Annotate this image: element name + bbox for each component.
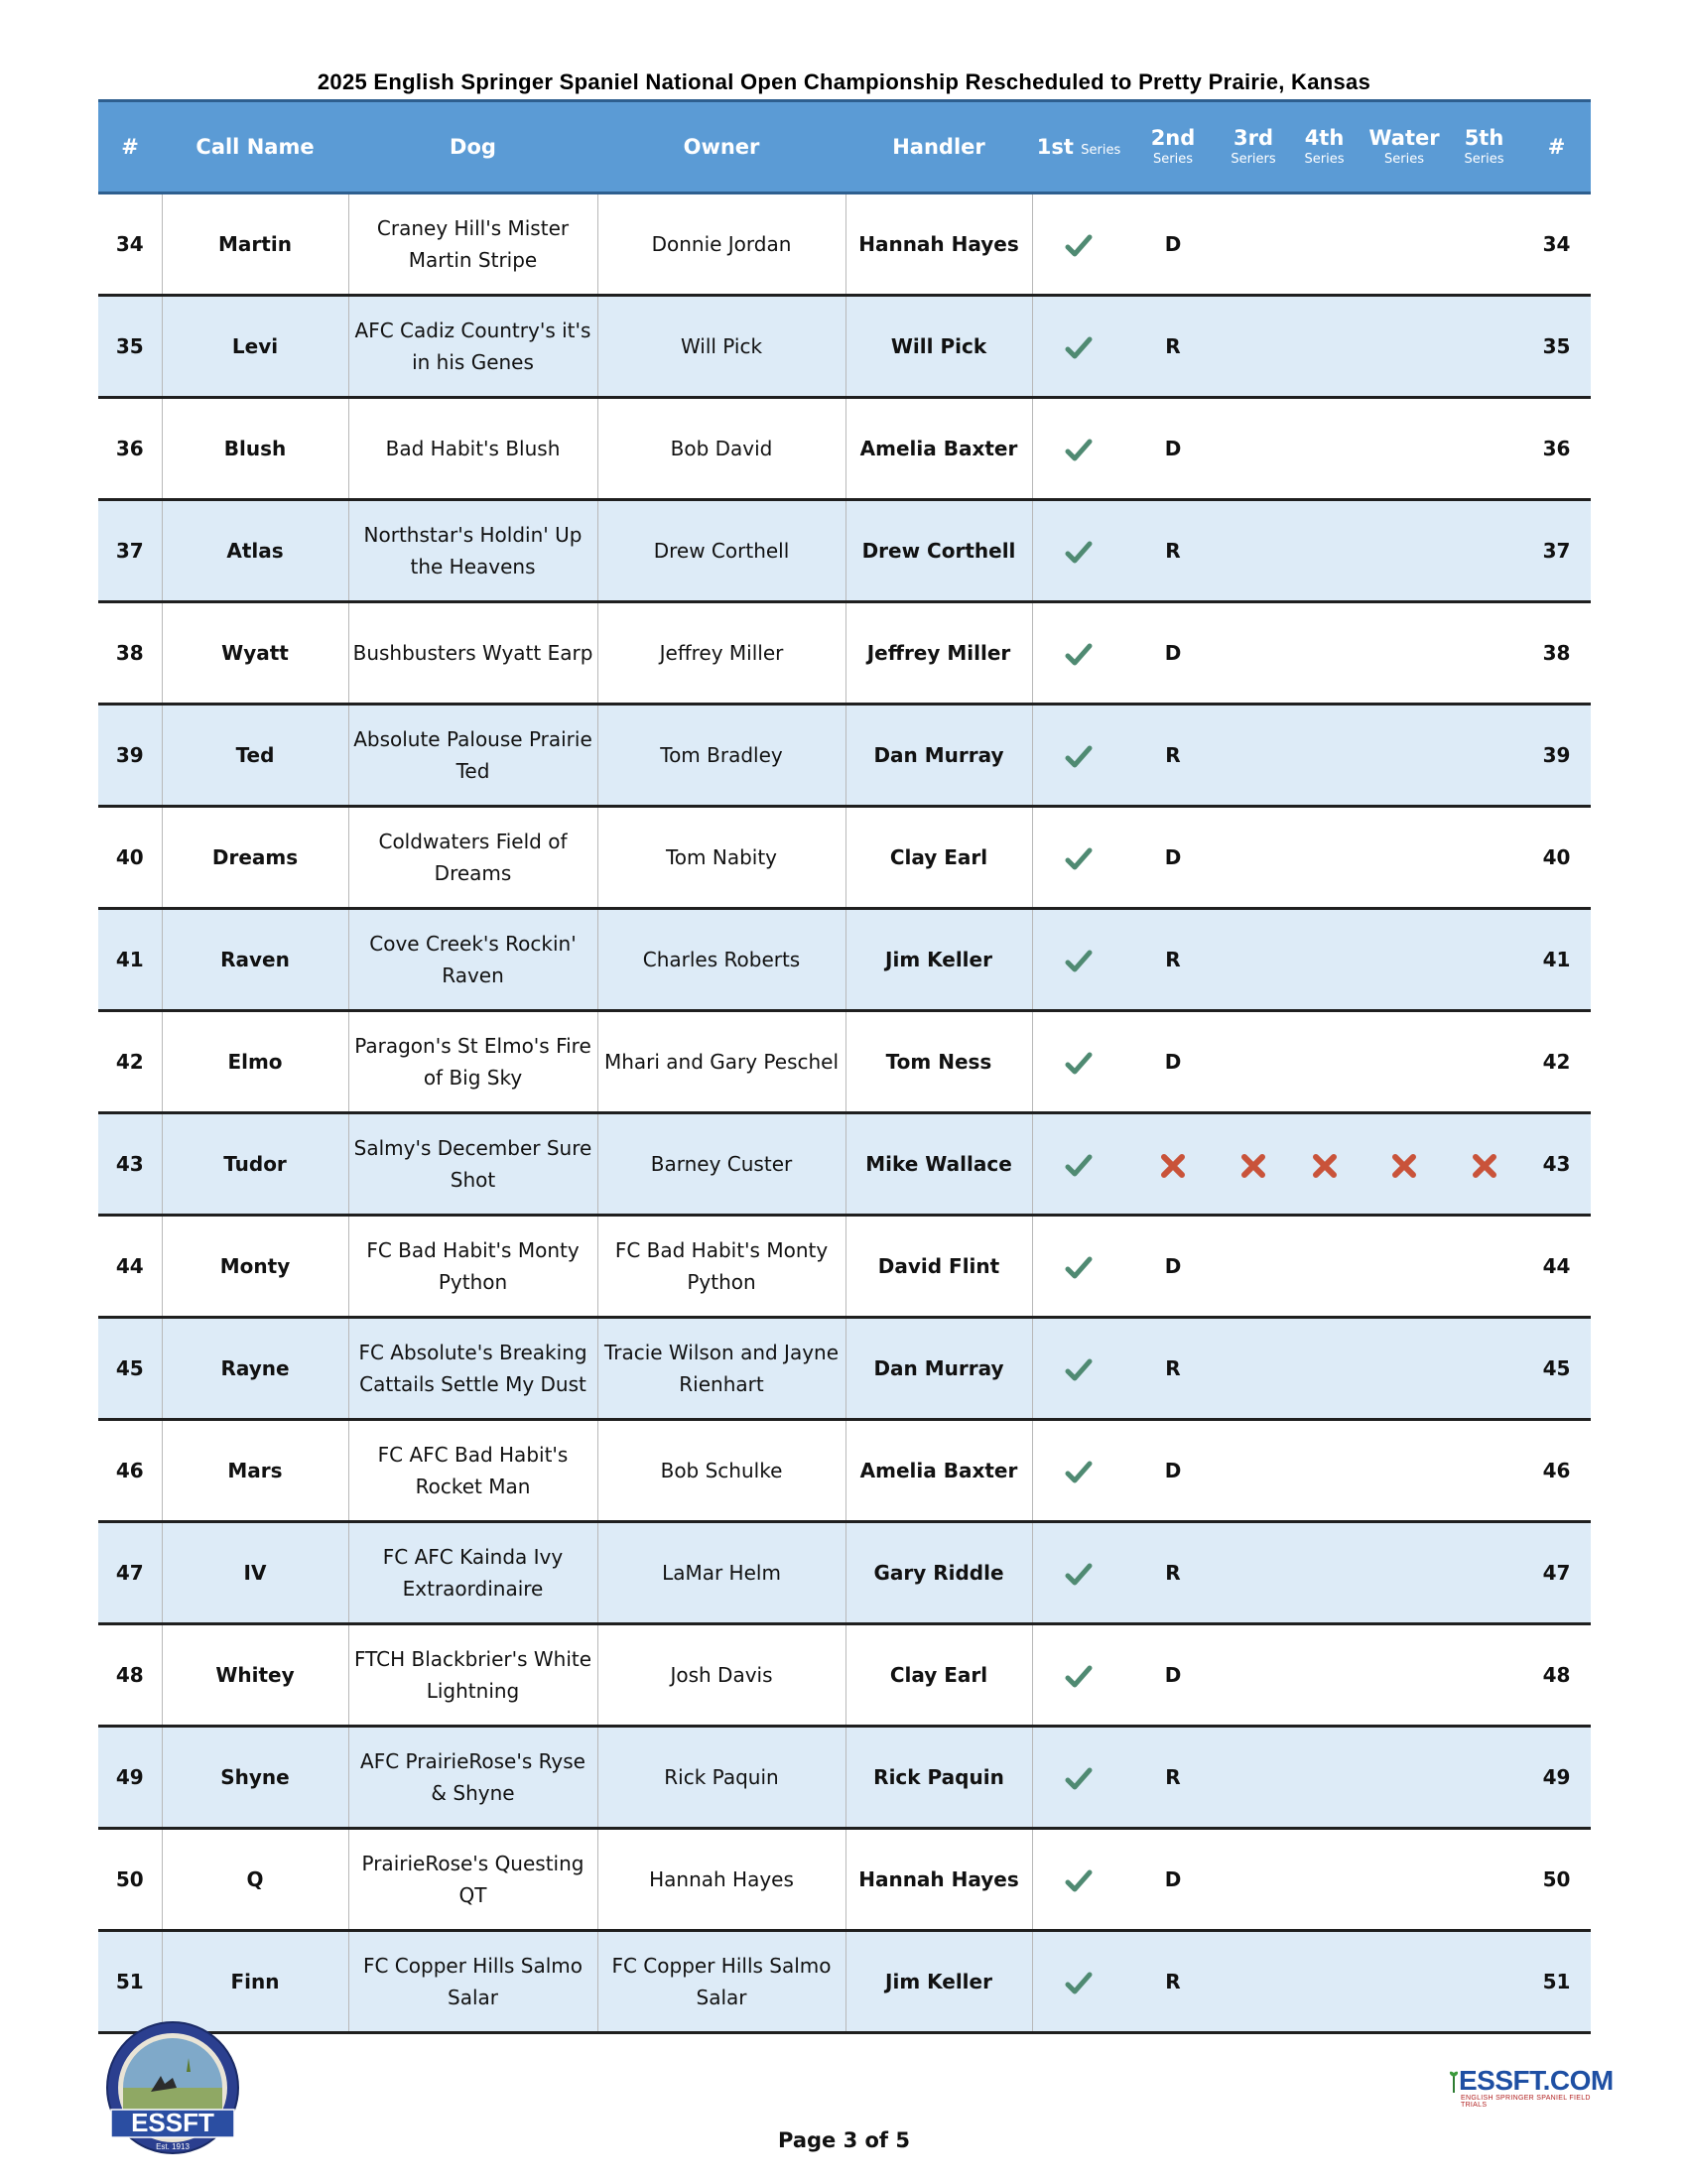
first-series-mark	[1032, 1420, 1125, 1522]
entry-number-right: 42	[1522, 1011, 1591, 1113]
col-header-water-series	[1363, 101, 1446, 193]
owner-name: Tom Bradley	[597, 705, 845, 807]
water-series-mark	[1363, 1011, 1446, 1113]
handler-name: Hannah Hayes	[845, 193, 1032, 296]
call-name: Raven	[162, 909, 348, 1011]
entry-number: 39	[98, 705, 162, 807]
first-series-mark	[1032, 1522, 1125, 1624]
fifth-series-mark	[1446, 1727, 1522, 1829]
check-icon	[1065, 1561, 1093, 1585]
check-icon	[1065, 1765, 1093, 1789]
water-series-mark	[1363, 1727, 1446, 1829]
handler-name: Dan Murray	[845, 705, 1032, 807]
owner-name: Rick Paquin	[597, 1727, 845, 1829]
dog-name: Cove Creek's Rockin' Raven	[348, 909, 597, 1011]
first-series-mark	[1032, 1931, 1125, 2033]
check-icon	[1065, 1663, 1093, 1687]
essft-com-text: ESSFT.COM	[1459, 2065, 1614, 2096]
dog-name: Bushbusters Wyatt Earp	[348, 602, 597, 705]
water-series-mark	[1363, 500, 1446, 602]
entry-number: 51	[98, 1931, 162, 2033]
fifth-series-mark	[1446, 1420, 1522, 1522]
fourth-series-mark	[1286, 193, 1363, 296]
fifth-series-mark	[1446, 1829, 1522, 1931]
entry-number: 46	[98, 1420, 162, 1522]
second-series-result: R	[1125, 296, 1221, 398]
owner-name: Mhari and Gary Peschel	[597, 1011, 845, 1113]
col-header-4th-series	[1286, 101, 1363, 193]
water-series-mark	[1363, 1522, 1446, 1624]
second-series-result: D	[1125, 807, 1221, 909]
check-icon	[1065, 743, 1093, 767]
water-series-mark	[1363, 1931, 1446, 2033]
handler-name: Hannah Hayes	[845, 1829, 1032, 1931]
col-header-2nd-label: 2nd	[1150, 126, 1196, 151]
call-name: Elmo	[162, 1011, 348, 1113]
table-row	[98, 296, 1591, 398]
handler-name: Tom Ness	[845, 1011, 1032, 1113]
col-header-1st-sub: Series	[1081, 142, 1121, 158]
essft-com-logo	[1447, 2065, 1614, 2109]
first-series-mark	[1032, 1624, 1125, 1727]
first-series-mark	[1032, 602, 1125, 705]
entry-number-right: 44	[1522, 1216, 1591, 1318]
call-name: Blush	[162, 398, 348, 500]
fourth-series-mark	[1286, 398, 1363, 500]
check-icon	[1065, 1867, 1093, 1891]
fifth-series-mark	[1446, 1216, 1522, 1318]
fifth-series-mark	[1446, 1522, 1522, 1624]
call-name: Monty	[162, 1216, 348, 1318]
cross-icon	[1239, 1152, 1267, 1176]
entry-number: 45	[98, 1318, 162, 1420]
third-series-mark	[1221, 1829, 1286, 1931]
cross-icon	[1471, 1152, 1498, 1176]
table-header	[98, 101, 1591, 193]
col-header-4th-label: 4th	[1304, 126, 1345, 151]
owner-name: Josh Davis	[597, 1624, 845, 1727]
water-series-mark	[1363, 193, 1446, 296]
first-series-mark	[1032, 807, 1125, 909]
water-series-mark	[1363, 807, 1446, 909]
entry-number: 38	[98, 602, 162, 705]
dog-name: Coldwaters Field of Dreams	[348, 807, 597, 909]
fifth-series-mark	[1446, 296, 1522, 398]
col-header-3rd-series	[1221, 101, 1286, 193]
entry-number: 41	[98, 909, 162, 1011]
fifth-series-mark	[1446, 909, 1522, 1011]
third-series-mark	[1221, 1216, 1286, 1318]
dog-name: Salmy's December Sure Shot	[348, 1113, 597, 1216]
check-icon	[1065, 1254, 1093, 1278]
third-series-mark	[1221, 909, 1286, 1011]
fourth-series-mark	[1286, 807, 1363, 909]
page-title: 2025 English Springer Spaniel National Open Championship Rescheduled to Pretty Prairie, Kansas	[317, 69, 1371, 94]
col-header-water-label: Water	[1368, 126, 1440, 151]
entry-number-right: 46	[1522, 1420, 1591, 1522]
entry-number-right: 51	[1522, 1931, 1591, 2033]
entry-number: 44	[98, 1216, 162, 1318]
second-series-mark	[1125, 1113, 1221, 1216]
col-header-1st-series	[1032, 101, 1125, 193]
table-row	[98, 1318, 1591, 1420]
third-series-mark	[1221, 1318, 1286, 1420]
third-series-mark	[1221, 1727, 1286, 1829]
col-header-num-right: #	[1522, 101, 1591, 193]
owner-name: Hannah Hayes	[597, 1829, 845, 1931]
entries-table	[98, 99, 1591, 2034]
handler-name: Jim Keller	[845, 1931, 1032, 2033]
first-series-mark	[1032, 1727, 1125, 1829]
water-series-mark	[1363, 1318, 1446, 1420]
cross-icon	[1390, 1152, 1418, 1176]
second-series-result: D	[1125, 1216, 1221, 1318]
first-series-mark	[1032, 1011, 1125, 1113]
handler-name: David Flint	[845, 1216, 1032, 1318]
check-icon	[1065, 539, 1093, 563]
col-header-dog: Dog	[348, 101, 597, 193]
dog-name: FC AFC Bad Habit's Rocket Man	[348, 1420, 597, 1522]
handler-name: Will Pick	[845, 296, 1032, 398]
call-name: Wyatt	[162, 602, 348, 705]
third-series-mark	[1221, 296, 1286, 398]
owner-name: LaMar Helm	[597, 1522, 845, 1624]
second-series-result: R	[1125, 909, 1221, 1011]
cross-icon	[1311, 1152, 1339, 1176]
water-series-mark	[1363, 398, 1446, 500]
entry-number: 37	[98, 500, 162, 602]
water-series-mark	[1363, 296, 1446, 398]
entry-number: 47	[98, 1522, 162, 1624]
fourth-series-mark	[1286, 602, 1363, 705]
col-header-4th-sub: Series	[1304, 151, 1345, 167]
handler-name: Jeffrey Miller	[845, 602, 1032, 705]
third-series-mark	[1221, 1420, 1286, 1522]
first-series-mark	[1032, 398, 1125, 500]
second-series-result: R	[1125, 1727, 1221, 1829]
entry-number-right: 39	[1522, 705, 1591, 807]
entry-number-right: 38	[1522, 602, 1591, 705]
col-header-num: #	[98, 101, 162, 193]
owner-name: FC Copper Hills Salmo Salar	[597, 1931, 845, 2033]
check-icon	[1065, 1970, 1093, 1993]
table-row	[98, 1829, 1591, 1931]
water-series-mark	[1363, 705, 1446, 807]
fifth-series-mark	[1446, 705, 1522, 807]
handler-name: Jim Keller	[845, 909, 1032, 1011]
handler-name: Rick Paquin	[845, 1727, 1032, 1829]
table-row	[98, 807, 1591, 909]
handler-name: Clay Earl	[845, 807, 1032, 909]
dog-name: Bad Habit's Blush	[348, 398, 597, 500]
table-row	[98, 398, 1591, 500]
fourth-series-mark	[1286, 296, 1363, 398]
table-row	[98, 1420, 1591, 1522]
owner-name: Charles Roberts	[597, 909, 845, 1011]
table-body	[98, 193, 1591, 2033]
first-series-mark	[1032, 500, 1125, 602]
dog-name: FTCH Blackbrier's White Lightning	[348, 1624, 597, 1727]
entry-number: 34	[98, 193, 162, 296]
table-row	[98, 1522, 1591, 1624]
entry-number-right: 45	[1522, 1318, 1591, 1420]
fourth-series-mark	[1286, 909, 1363, 1011]
col-header-1st-label: 1st	[1036, 134, 1074, 159]
table-row	[98, 1931, 1591, 2033]
fifth-series-mark	[1446, 1318, 1522, 1420]
table-row	[98, 909, 1591, 1011]
third-series-mark	[1221, 1113, 1286, 1216]
call-name: Mars	[162, 1420, 348, 1522]
table-row	[98, 193, 1591, 296]
col-header-water-sub: Series	[1384, 151, 1424, 167]
second-series-result: D	[1125, 1011, 1221, 1113]
entry-number: 42	[98, 1011, 162, 1113]
check-icon	[1065, 334, 1093, 358]
call-name: Finn	[162, 1931, 348, 2033]
table-row	[98, 602, 1591, 705]
col-header-5th-sub: Series	[1464, 151, 1504, 167]
cross-icon	[1159, 1152, 1187, 1176]
call-name: Dreams	[162, 807, 348, 909]
fifth-series-mark	[1446, 500, 1522, 602]
entry-number: 50	[98, 1829, 162, 1931]
water-series-mark	[1363, 602, 1446, 705]
second-series-result: D	[1125, 193, 1221, 296]
first-series-mark	[1032, 296, 1125, 398]
dog-name: Paragon's St Elmo's Fire of Big Sky	[348, 1011, 597, 1113]
call-name: Levi	[162, 296, 348, 398]
table-row	[98, 1113, 1591, 1216]
third-series-mark	[1221, 500, 1286, 602]
second-series-result: D	[1125, 1420, 1221, 1522]
col-header-call-name: Call Name	[162, 101, 348, 193]
col-header-owner: Owner	[597, 101, 845, 193]
third-series-mark	[1221, 1522, 1286, 1624]
dog-name: Northstar's Holdin' Up the Heavens	[348, 500, 597, 602]
fourth-series-mark	[1286, 1011, 1363, 1113]
first-series-mark	[1032, 705, 1125, 807]
owner-name: Drew Corthell	[597, 500, 845, 602]
fifth-series-mark	[1446, 1011, 1522, 1113]
entry-number-right: 34	[1522, 193, 1591, 296]
col-header-2nd-sub: Series	[1153, 151, 1193, 167]
dog-name: FC Bad Habit's Monty Python	[348, 1216, 597, 1318]
entry-number: 40	[98, 807, 162, 909]
essft-seal-est: Est. 1913	[156, 2142, 190, 2151]
dog-name: FC Absolute's Breaking Cattails Settle My Dust	[348, 1318, 597, 1420]
entry-number-right: 47	[1522, 1522, 1591, 1624]
handler-name: Dan Murray	[845, 1318, 1032, 1420]
second-series-result: D	[1125, 1624, 1221, 1727]
fourth-series-mark	[1286, 500, 1363, 602]
entry-number-right: 37	[1522, 500, 1591, 602]
second-series-result: D	[1125, 398, 1221, 500]
call-name: Whitey	[162, 1624, 348, 1727]
essft-seal-text: ESSFT	[131, 2108, 214, 2137]
entry-number: 36	[98, 398, 162, 500]
third-series-mark	[1221, 807, 1286, 909]
second-series-result: R	[1125, 1931, 1221, 2033]
call-name: Tudor	[162, 1113, 348, 1216]
check-icon	[1065, 845, 1093, 869]
dog-name: AFC Cadiz Country's it's in his Genes	[348, 296, 597, 398]
check-icon	[1065, 437, 1093, 460]
dog-name: PrairieRose's Questing QT	[348, 1829, 597, 1931]
owner-name: Barney Custer	[597, 1113, 845, 1216]
call-name: Q	[162, 1829, 348, 1931]
owner-name: Tom Nabity	[597, 807, 845, 909]
handler-name: Amelia Baxter	[845, 1420, 1032, 1522]
owner-name: Bob Schulke	[597, 1420, 845, 1522]
col-header-3rd-label: 3rd	[1233, 126, 1273, 151]
entry-number: 48	[98, 1624, 162, 1727]
fourth-series-mark	[1286, 1318, 1363, 1420]
call-name: Shyne	[162, 1727, 348, 1829]
entry-number: 43	[98, 1113, 162, 1216]
water-series-mark	[1363, 1420, 1446, 1522]
col-header-5th-label: 5th	[1464, 126, 1504, 151]
fifth-series-mark	[1446, 602, 1522, 705]
water-series-mark	[1363, 1624, 1446, 1727]
col-header-3rd-sub: Seriers	[1231, 151, 1276, 167]
fifth-series-mark	[1446, 1113, 1522, 1216]
first-series-mark	[1032, 1829, 1125, 1931]
fourth-series-mark	[1286, 1931, 1363, 2033]
entry-number-right: 36	[1522, 398, 1591, 500]
fourth-series-mark	[1286, 705, 1363, 807]
col-header-handler: Handler	[845, 101, 1032, 193]
third-series-mark	[1221, 705, 1286, 807]
call-name: IV	[162, 1522, 348, 1624]
dog-name: Craney Hill's Mister Martin Stripe	[348, 193, 597, 296]
water-series-mark	[1363, 1829, 1446, 1931]
water-series-mark	[1363, 909, 1446, 1011]
call-name: Rayne	[162, 1318, 348, 1420]
entry-number-right: 49	[1522, 1727, 1591, 1829]
fifth-series-mark	[1446, 193, 1522, 296]
water-series-mark	[1363, 1113, 1446, 1216]
table-row	[98, 705, 1591, 807]
fourth-series-mark	[1286, 1420, 1363, 1522]
second-series-result: R	[1125, 1522, 1221, 1624]
handler-name: Drew Corthell	[845, 500, 1032, 602]
owner-name: Tracie Wilson and Jayne Rienhart	[597, 1318, 845, 1420]
call-name: Atlas	[162, 500, 348, 602]
owner-name: Bob David	[597, 398, 845, 500]
fourth-series-mark	[1286, 1727, 1363, 1829]
second-series-result: R	[1125, 1318, 1221, 1420]
fourth-series-mark	[1286, 1113, 1363, 1216]
fourth-series-mark	[1286, 1522, 1363, 1624]
table-row	[98, 1216, 1591, 1318]
third-series-mark	[1221, 1624, 1286, 1727]
entry-number-right: 41	[1522, 909, 1591, 1011]
table-row	[98, 1727, 1591, 1829]
handler-name: Gary Riddle	[845, 1522, 1032, 1624]
entry-number-right: 40	[1522, 807, 1591, 909]
entry-number: 49	[98, 1727, 162, 1829]
second-series-result: R	[1125, 500, 1221, 602]
col-header-2nd-series	[1125, 101, 1221, 193]
dog-name: Absolute Palouse Prairie Ted	[348, 705, 597, 807]
check-icon	[1065, 948, 1093, 971]
owner-name: Donnie Jordan	[597, 193, 845, 296]
table-row	[98, 500, 1591, 602]
owner-name: FC Bad Habit's Monty Python	[597, 1216, 845, 1318]
first-series-mark	[1032, 1216, 1125, 1318]
check-icon	[1065, 1356, 1093, 1380]
fourth-series-mark	[1286, 1216, 1363, 1318]
page-number: Page 3 of 5	[778, 2128, 910, 2152]
call-name: Ted	[162, 705, 348, 807]
third-series-mark	[1221, 602, 1286, 705]
fourth-series-mark	[1286, 1829, 1363, 1931]
second-series-result: D	[1125, 1829, 1221, 1931]
first-series-mark	[1032, 1113, 1125, 1216]
handler-name: Amelia Baxter	[845, 398, 1032, 500]
fifth-series-mark	[1446, 398, 1522, 500]
handler-name: Mike Wallace	[845, 1113, 1032, 1216]
entry-number-right: 48	[1522, 1624, 1591, 1727]
first-series-mark	[1032, 909, 1125, 1011]
check-icon	[1065, 1050, 1093, 1074]
dog-name: FC AFC Kainda Ivy Extraordinaire	[348, 1522, 597, 1624]
water-series-mark	[1363, 1216, 1446, 1318]
check-icon	[1065, 1152, 1093, 1176]
first-series-mark	[1032, 1318, 1125, 1420]
table-row	[98, 1624, 1591, 1727]
dog-name: AFC PrairieRose's Ryse & Shyne	[348, 1727, 597, 1829]
owner-name: Jeffrey Miller	[597, 602, 845, 705]
owner-name: Will Pick	[597, 296, 845, 398]
entry-number-right: 35	[1522, 296, 1591, 398]
third-series-mark	[1221, 1011, 1286, 1113]
table-row	[98, 1011, 1591, 1113]
essft-com-tagline: ENGLISH SPRINGER SPANIEL FIELD TRIALS	[1461, 2095, 1591, 2109]
second-series-result: R	[1125, 705, 1221, 807]
check-icon	[1065, 232, 1093, 256]
fifth-series-mark	[1446, 807, 1522, 909]
first-series-mark	[1032, 193, 1125, 296]
col-header-5th-series	[1446, 101, 1522, 193]
check-icon	[1065, 641, 1093, 665]
entry-number-right: 50	[1522, 1829, 1591, 1931]
check-icon	[1065, 1459, 1093, 1482]
fifth-series-mark	[1446, 1624, 1522, 1727]
call-name: Martin	[162, 193, 348, 296]
entry-number: 35	[98, 296, 162, 398]
fifth-series-mark	[1446, 1931, 1522, 2033]
third-series-mark	[1221, 193, 1286, 296]
fourth-series-mark	[1286, 1624, 1363, 1727]
handler-name: Clay Earl	[845, 1624, 1032, 1727]
third-series-mark	[1221, 1931, 1286, 2033]
entry-number-right: 43	[1522, 1113, 1591, 1216]
dog-name: FC Copper Hills Salmo Salar	[348, 1931, 597, 2033]
second-series-result: D	[1125, 602, 1221, 705]
third-series-mark	[1221, 398, 1286, 500]
